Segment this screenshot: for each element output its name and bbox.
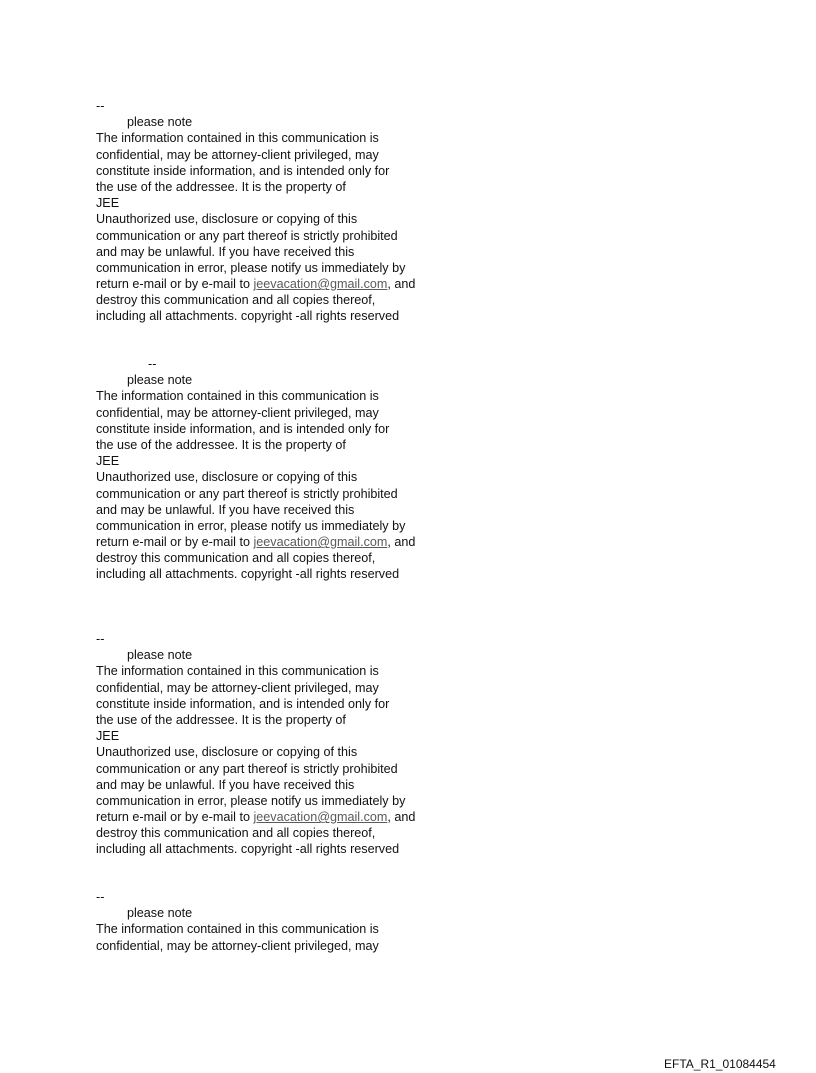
- notice-line: destroy this communication and all copies thereof,: [96, 551, 376, 566]
- notice-block: [96, 889, 516, 954]
- notice-line: The information contained in this communication is: [96, 389, 379, 404]
- email-suffix: , and: [387, 535, 416, 550]
- email-prefix: return e-mail or by e-mail to: [96, 535, 254, 550]
- notice-line: The information contained in this communication is: [96, 131, 379, 146]
- separator: --: [96, 890, 105, 904]
- notice-line: The information contained in this communication is: [96, 922, 379, 937]
- notice-line: and may be unlawful. If you have received this: [96, 502, 355, 517]
- notice-line: JEE: [96, 196, 120, 211]
- notice-line: the use of the addressee. It is the property of: [96, 712, 346, 727]
- email-suffix: , and: [387, 277, 416, 292]
- notice-heading: please note: [127, 648, 193, 663]
- email-link[interactable]: jeevacation@gmail.com: [253, 535, 388, 550]
- notice-line: JEE: [96, 454, 120, 469]
- notice-heading: please note: [127, 115, 193, 130]
- notice-line: including all attachments. copyright -all rights reserved: [96, 842, 400, 857]
- notice-line: destroy this communication and all copies thereof,: [96, 826, 376, 841]
- document-id: EFTA_R1_01084454: [664, 1057, 776, 1071]
- notice-line: destroy this communication and all copies thereof,: [96, 293, 376, 308]
- notice-block: [96, 356, 516, 583]
- notice-block: [96, 631, 516, 858]
- notice-line: The information contained in this communication is: [96, 664, 379, 679]
- email-prefix: return e-mail or by e-mail to: [96, 810, 254, 825]
- email-prefix: return e-mail or by e-mail to: [96, 277, 254, 292]
- separator: --: [96, 632, 105, 646]
- notice-line: communication in error, please notify us immediately by: [96, 518, 406, 533]
- notice-line: constitute inside information, and is intended only for: [96, 696, 390, 711]
- notice-line: including all attachments. copyright -all rights reserved: [96, 309, 400, 324]
- email-line: [96, 534, 516, 550]
- notice-block: [96, 98, 516, 325]
- notice-line: constitute inside information, and is intended only for: [96, 421, 390, 436]
- notice-line: Unauthorized use, disclosure or copying of this: [96, 745, 358, 760]
- notice-line: communication in error, please notify us immediately by: [96, 793, 406, 808]
- separator: --: [148, 357, 157, 371]
- notice-line: and may be unlawful. If you have received this: [96, 777, 355, 792]
- notice-line: confidential, may be attorney-client privileged, may: [96, 147, 379, 162]
- notice-heading: please note: [127, 906, 193, 921]
- notice-line: confidential, may be attorney-client privileged, may: [96, 938, 379, 953]
- notice-line: Unauthorized use, disclosure or copying of this: [96, 212, 358, 227]
- notice-line: the use of the addressee. It is the property of: [96, 437, 346, 452]
- email-link[interactable]: jeevacation@gmail.com: [253, 810, 388, 825]
- email-line: [96, 809, 516, 825]
- notice-line: confidential, may be attorney-client privileged, may: [96, 680, 379, 695]
- notice-line: the use of the addressee. It is the property of: [96, 179, 346, 194]
- email-suffix: , and: [387, 810, 416, 825]
- email-link[interactable]: jeevacation@gmail.com: [253, 277, 388, 292]
- notice-line: Unauthorized use, disclosure or copying of this: [96, 470, 358, 485]
- notice-line: communication or any part thereof is strictly prohibited: [96, 761, 398, 776]
- notice-heading: please note: [127, 373, 193, 388]
- notice-line: and may be unlawful. If you have received this: [96, 244, 355, 259]
- separator: --: [96, 99, 105, 113]
- notice-line: communication in error, please notify us immediately by: [96, 260, 406, 275]
- email-line: [96, 276, 516, 292]
- notice-line: constitute inside information, and is intended only for: [96, 163, 390, 178]
- notice-line: JEE: [96, 729, 120, 744]
- notice-line: communication or any part thereof is strictly prohibited: [96, 228, 398, 243]
- notice-line: confidential, may be attorney-client privileged, may: [96, 405, 379, 420]
- notice-line: communication or any part thereof is strictly prohibited: [96, 486, 398, 501]
- notice-line: including all attachments. copyright -all rights reserved: [96, 567, 400, 582]
